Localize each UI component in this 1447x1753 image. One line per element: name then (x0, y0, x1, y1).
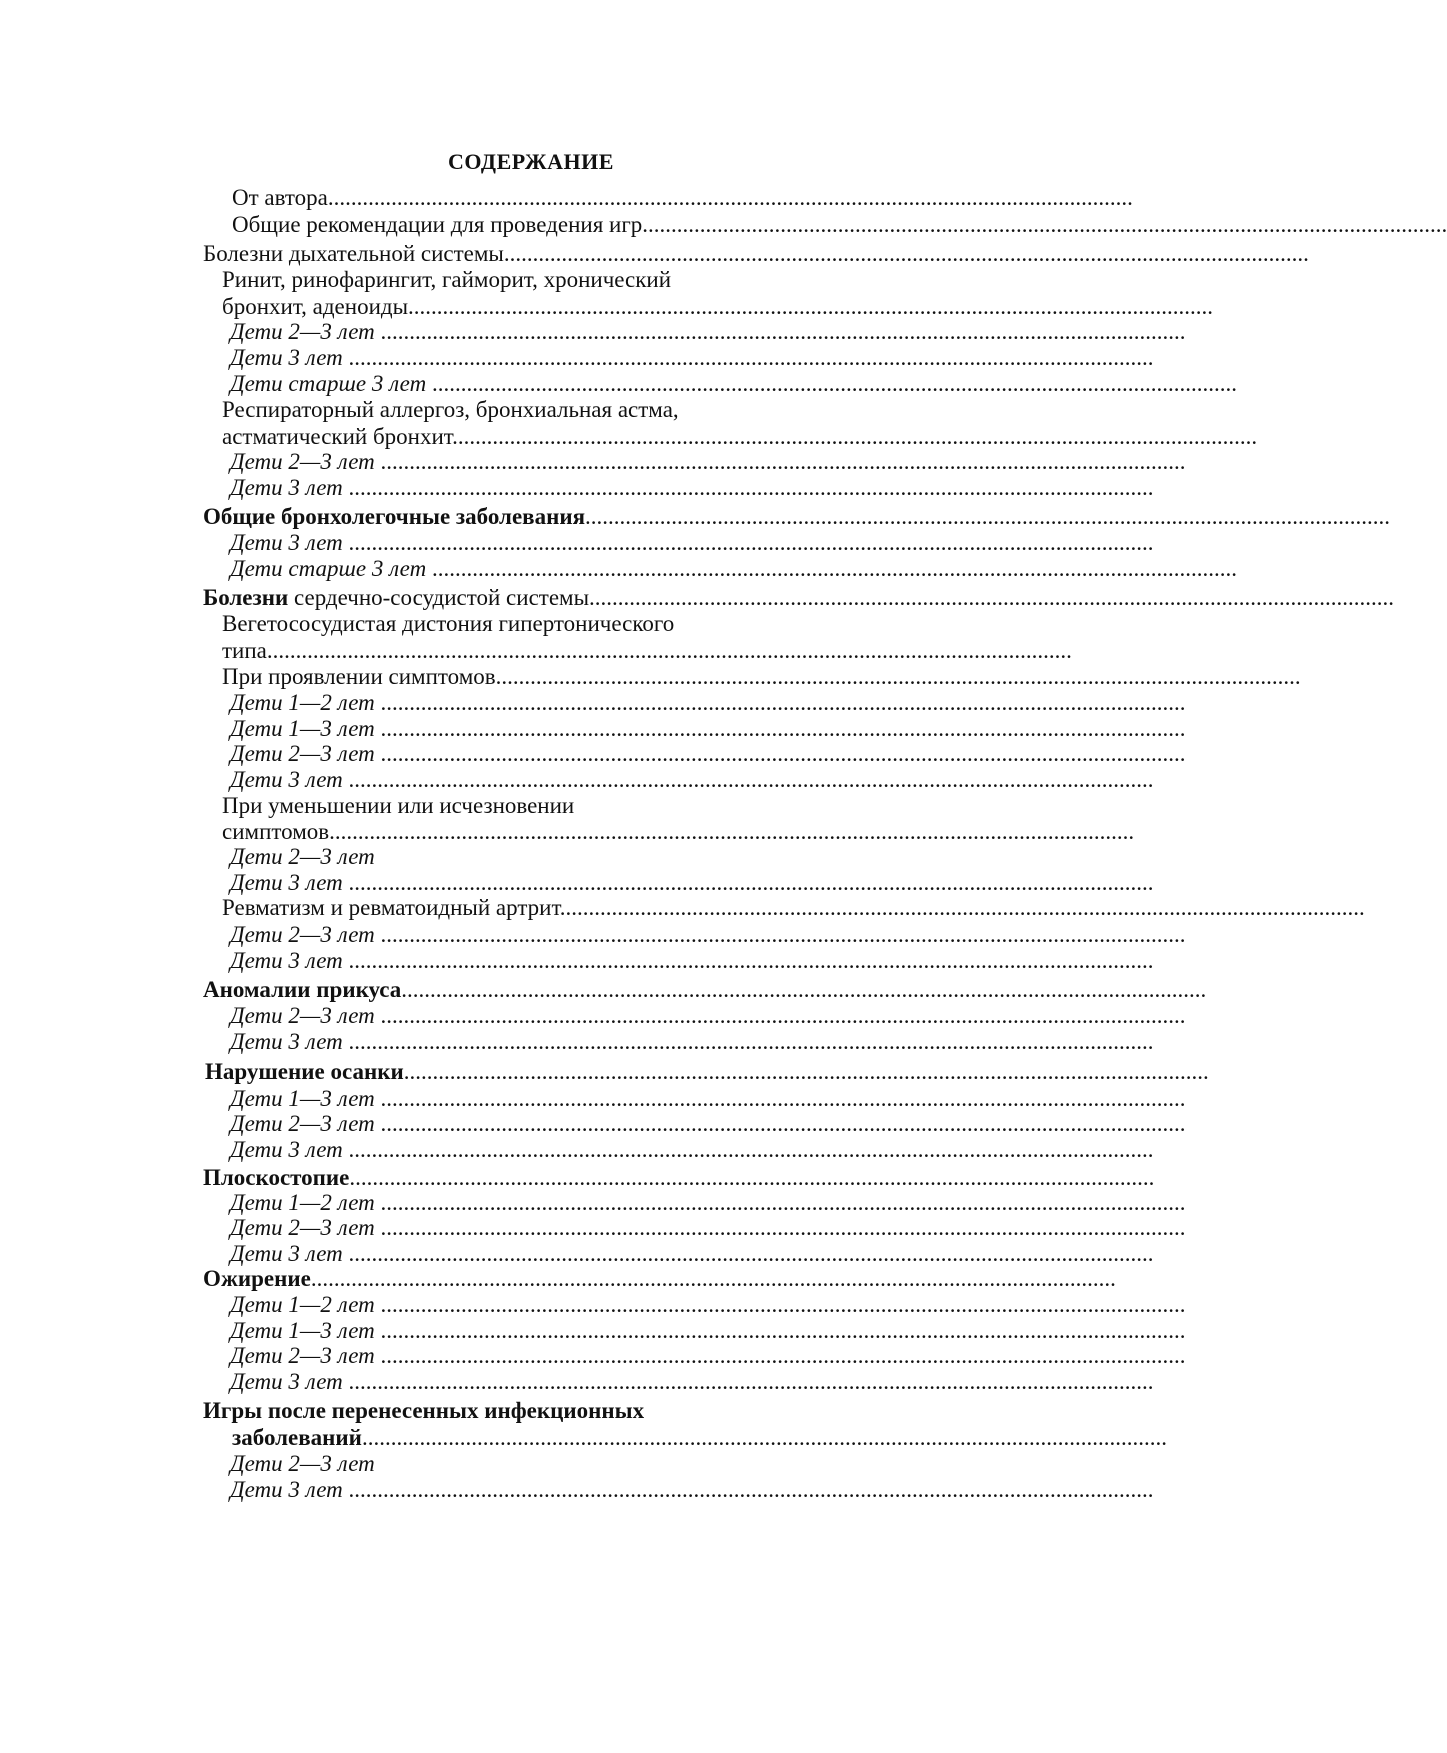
toc-entry-text: Дети 2—3 лет (230, 1003, 375, 1028)
dot-leader: ............................................................................................................................................ (495, 664, 1301, 689)
dot-leader: ............................................................................................................................................ (374, 1292, 1186, 1317)
toc-entry-text: Ревматизм и ревматоидный артрит (222, 895, 560, 920)
toc-entry-text-tail: сердечно-сосудистой системы (288, 585, 590, 610)
toc-entry-text: Болезни дыхательной системы (203, 241, 504, 266)
toc-entry-text: Дети 3 лет (230, 345, 343, 370)
toc-entry-text: Дети 3 лет (230, 1477, 343, 1502)
dot-leader: ............................................................................................................................................ (374, 319, 1186, 344)
dot-leader: ............................................................................................................................................ (342, 475, 1154, 500)
toc-entry-text: астматический бронхит (222, 424, 453, 449)
toc-entry (222, 265, 770, 295)
dot-leader: ............................................................................................................................................ (327, 185, 1133, 210)
toc-entry-text: Дети 1—2 лет (230, 1190, 375, 1215)
dot-leader: ............................................................................................................................................ (342, 1369, 1154, 1394)
toc-entry-text: Дети 2—3 лет (230, 1451, 375, 1476)
dot-leader: ............................................................................................................................................ (374, 922, 1186, 947)
dot-leader: ............................................................................................................................................ (426, 556, 1237, 581)
toc-entry-text: Общие рекомендации для проведения игр (232, 212, 643, 237)
toc-entry-text: Дети 3 лет (230, 1137, 343, 1162)
dot-leader: ............................................................................................................................................ (342, 1477, 1154, 1502)
toc-entry-text: Дети 3 лет (230, 530, 343, 555)
page-title: СОДЕРЖАНИЕ (448, 149, 614, 174)
dot-leader: ............................................................................................................................................ (342, 530, 1154, 555)
toc-entry-text: Дети 1—3 лет (230, 716, 375, 741)
dot-leader: ............................................................................................................................................ (408, 294, 1214, 319)
toc-entry-text: типа (222, 638, 267, 663)
toc-entry-text: Дети 1—3 лет (230, 1086, 375, 1111)
dot-leader: ............................................................................................................................................ (342, 1137, 1154, 1162)
toc-entry (222, 893, 1365, 923)
toc-entry (230, 1367, 1154, 1397)
dot-leader: ............................................................................................................................................ (361, 1425, 1167, 1450)
dot-leader: ............................................................................................................................................ (374, 1111, 1186, 1136)
dot-leader: ............................................................................................................................................ (374, 1190, 1186, 1215)
toc-entry (222, 609, 770, 639)
dot-leader: ............................................................................................................................................ (374, 1343, 1186, 1368)
dot-leader: ............................................................................................................................................ (585, 504, 1391, 529)
toc-entry-text: Дети 2—3 лет (230, 1111, 375, 1136)
dot-leader: ............................................................................................................................................ (342, 767, 1154, 792)
toc-entry-text: Респираторный аллергоз, бронхиальная астма, (222, 397, 679, 422)
toc-entry-text: Дети 2—3 лет (230, 319, 375, 344)
dot-leader: ............................................................................................................................................ (589, 585, 1395, 610)
toc-entry-text: Дети 2—3 лет (230, 922, 375, 947)
toc-entry-text: Дети 2—3 лет (230, 449, 375, 474)
dot-leader: ............................................................................................................................................ (310, 1266, 1116, 1291)
dot-leader: ............................................................................................................................................ (426, 371, 1237, 396)
dot-leader: ............................................................................................................................................ (349, 1165, 1155, 1190)
dot-leader: ............................................................................................................................................ (401, 977, 1207, 1002)
dot-leader: ............................................................................................................................................ (642, 212, 1447, 237)
toc-entry-text: От автора (232, 185, 328, 210)
dot-leader: ............................................................................................................................................ (374, 1215, 1186, 1240)
toc-entry-text: Болезни (203, 585, 289, 610)
toc-entry (232, 210, 1447, 240)
toc-entry-text: Дети старше 3 лет (230, 371, 427, 396)
dot-leader: ............................................................................................................................................ (374, 1086, 1186, 1111)
toc-entry-text: Игры после перенесенных инфекционных (203, 1398, 645, 1423)
toc-entry-text: заболеваний (232, 1425, 362, 1450)
toc-entry-text: Дети старше 3 лет (230, 556, 427, 581)
toc-entry (230, 946, 1154, 976)
toc-entry-text: Дети 1—3 лет (230, 1318, 375, 1343)
dot-leader: ............................................................................................................................................ (342, 1029, 1154, 1054)
dot-leader: ............................................................................................................................................ (403, 1059, 1209, 1084)
toc-entry (230, 1475, 1154, 1505)
toc-entry (230, 473, 1154, 503)
toc-entry-text: При проявлении симптомов (222, 664, 496, 689)
toc-entry-text: Плоскостопие (203, 1165, 350, 1190)
toc-entry (205, 1057, 1209, 1087)
toc-entry-text: Ожирение (203, 1266, 311, 1291)
toc-entry-text: При уменьшении или исчезновении (222, 793, 575, 818)
dot-leader: ............................................................................................................................................ (342, 345, 1154, 370)
toc-entry (230, 1027, 1154, 1057)
toc-entry-text: Ринит, ринофарингит, гайморит, хронический (222, 267, 672, 292)
toc-entry (222, 395, 770, 425)
dot-leader: ............................................................................................................................................ (374, 690, 1186, 715)
toc-entry-text: симптомов (222, 819, 330, 844)
dot-leader: ............................................................................................................................................ (342, 948, 1154, 973)
toc-entry-text: Дети 2—3 лет (230, 1215, 375, 1240)
toc-entry-text: Дети 2—3 лет (230, 1343, 375, 1368)
toc-entry-text: Дети 2—3 лет (230, 844, 375, 869)
dot-leader: ............................................................................................................................................ (342, 1241, 1154, 1266)
toc-entry (203, 1396, 770, 1426)
toc-entry-text: Дети 3 лет (230, 870, 343, 895)
dot-leader: ............................................................................................................................................ (374, 449, 1186, 474)
dot-leader: ............................................................................................................................................ (374, 741, 1186, 766)
dot-leader: ............................................................................................................................................ (329, 819, 1135, 844)
dot-leader: ............................................................................................................................................ (559, 895, 1365, 920)
toc-entry-text: Дети 2—3 лет (230, 741, 375, 766)
toc-entry-text: Дети 1—2 лет (230, 1292, 375, 1317)
dot-leader: ............................................................................................................................................ (374, 1318, 1186, 1343)
toc-entry-text: Дети 1—2 лет (230, 690, 375, 715)
dot-leader: ............................................................................................................................................ (342, 870, 1154, 895)
dot-leader: ............................................................................................................................................ (266, 638, 1072, 663)
toc-entry (232, 183, 1133, 213)
toc-entry-text: Дети 3 лет (230, 1241, 343, 1266)
toc-entry-text: Аномалии прикуса (203, 977, 402, 1002)
dot-leader: ............................................................................................................................................ (452, 424, 1258, 449)
toc-entry-text: Вегетососудистая дистония гипертонического (222, 611, 675, 636)
toc-entry-text: Дети 3 лет (230, 767, 343, 792)
dot-leader: ............................................................................................................................................ (374, 1003, 1186, 1028)
toc-entry-text: Нарушение осанки (205, 1059, 404, 1084)
toc-entry-text: Дети 3 лет (230, 475, 343, 500)
toc-entry-text: бронхит, аденоиды (222, 294, 409, 319)
toc-entry (230, 1135, 1154, 1165)
toc-entry-text: Дети 3 лет (230, 948, 343, 973)
toc-entry-text: Дети 3 лет (230, 1369, 343, 1394)
dot-leader: ............................................................................................................................................ (503, 241, 1309, 266)
toc-entry-text: Общие бронхолегочные заболевания (203, 504, 586, 529)
dot-leader: ............................................................................................................................................ (374, 716, 1186, 741)
toc-entry (230, 554, 1237, 584)
toc-entry-text: Дети 3 лет (230, 1029, 343, 1054)
